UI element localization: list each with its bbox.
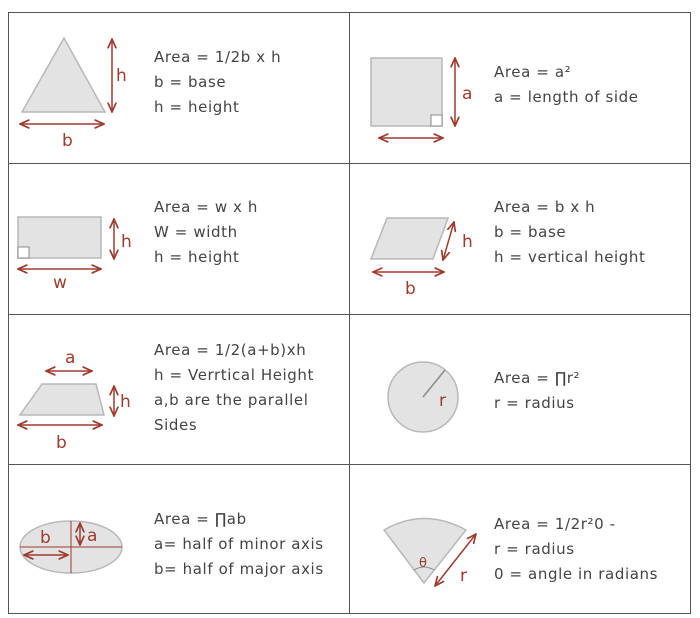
trapezoid-formula-text (154, 338, 314, 438)
formula-line: h = height (154, 98, 240, 116)
circle-formula-text (494, 366, 580, 416)
minor-axis-label: a (87, 526, 98, 546)
cell-trapezoid (8, 314, 349, 464)
radius-label: r (460, 566, 467, 586)
formula-line: a = length of side (494, 88, 639, 106)
sector-formula-text (494, 512, 658, 587)
cell-square (349, 12, 691, 163)
formula-line: Area = a² (494, 63, 572, 81)
formula-line: a,b are the parallel (154, 391, 309, 409)
right-angle-marker (431, 115, 442, 126)
square-formula-text (494, 60, 639, 110)
formula-line: Area = b x h (494, 198, 596, 216)
ellipse-formula-text (154, 507, 324, 582)
top-side-label: a (65, 348, 76, 368)
formula-line: r = radius (494, 540, 575, 558)
right-angle-marker (18, 247, 29, 258)
parallelogram-formula-text (494, 195, 646, 270)
formula-line: h = Verrtical Height (154, 366, 315, 384)
width-label: w (53, 273, 67, 293)
sector-shape (384, 519, 466, 584)
cell-rectangle (8, 163, 349, 314)
formula-line: h = vertical height (494, 248, 646, 266)
major-axis-label: b (40, 528, 51, 548)
formula-line: Area = 1/2b x h (154, 48, 282, 66)
cell-circle (349, 314, 691, 464)
formula-line: Area = ∏r² (494, 369, 581, 387)
formula-line: Sides (154, 416, 198, 434)
formula-line: W = width (154, 223, 238, 241)
base-label: b (62, 131, 73, 151)
formula-line: h = height (154, 248, 240, 266)
triangle-shape (22, 38, 105, 112)
cell-triangle (8, 12, 349, 163)
base-label: b (56, 433, 67, 453)
angle-label: θ (419, 556, 427, 571)
side-label: a (462, 84, 473, 104)
parallelogram-shape (371, 218, 448, 259)
formula-line: a= half of minor axis (154, 535, 324, 553)
formula-line: Area = ∏ab (154, 510, 247, 528)
formula-line: b = base (494, 223, 567, 241)
formula-line: 0 = angle in radians (494, 565, 659, 583)
rectangle-formula-text (154, 195, 258, 270)
height-label: h (116, 66, 127, 86)
rectangle-shape (18, 217, 101, 258)
formula-line: b = base (154, 73, 227, 91)
radius-label: r (439, 391, 446, 411)
formula-line: b= half of major axis (154, 560, 324, 578)
base-label: b (405, 279, 416, 299)
height-label: h (120, 392, 131, 412)
trapezoid-shape (20, 384, 104, 415)
formula-line: Area = 1/2(a+b)xh (154, 341, 307, 359)
triangle-formula-text (154, 45, 281, 120)
cell-sector (349, 464, 691, 613)
cell-ellipse (8, 464, 349, 613)
formula-line: Area = w x h (154, 198, 259, 216)
height-label: h (462, 232, 473, 252)
formula-line: r = radius (494, 394, 575, 412)
formula-grid (8, 12, 691, 614)
cell-parallelogram (349, 163, 691, 314)
height-label: h (121, 232, 132, 252)
formula-line: Area = 1/2r²0 - (494, 515, 616, 533)
